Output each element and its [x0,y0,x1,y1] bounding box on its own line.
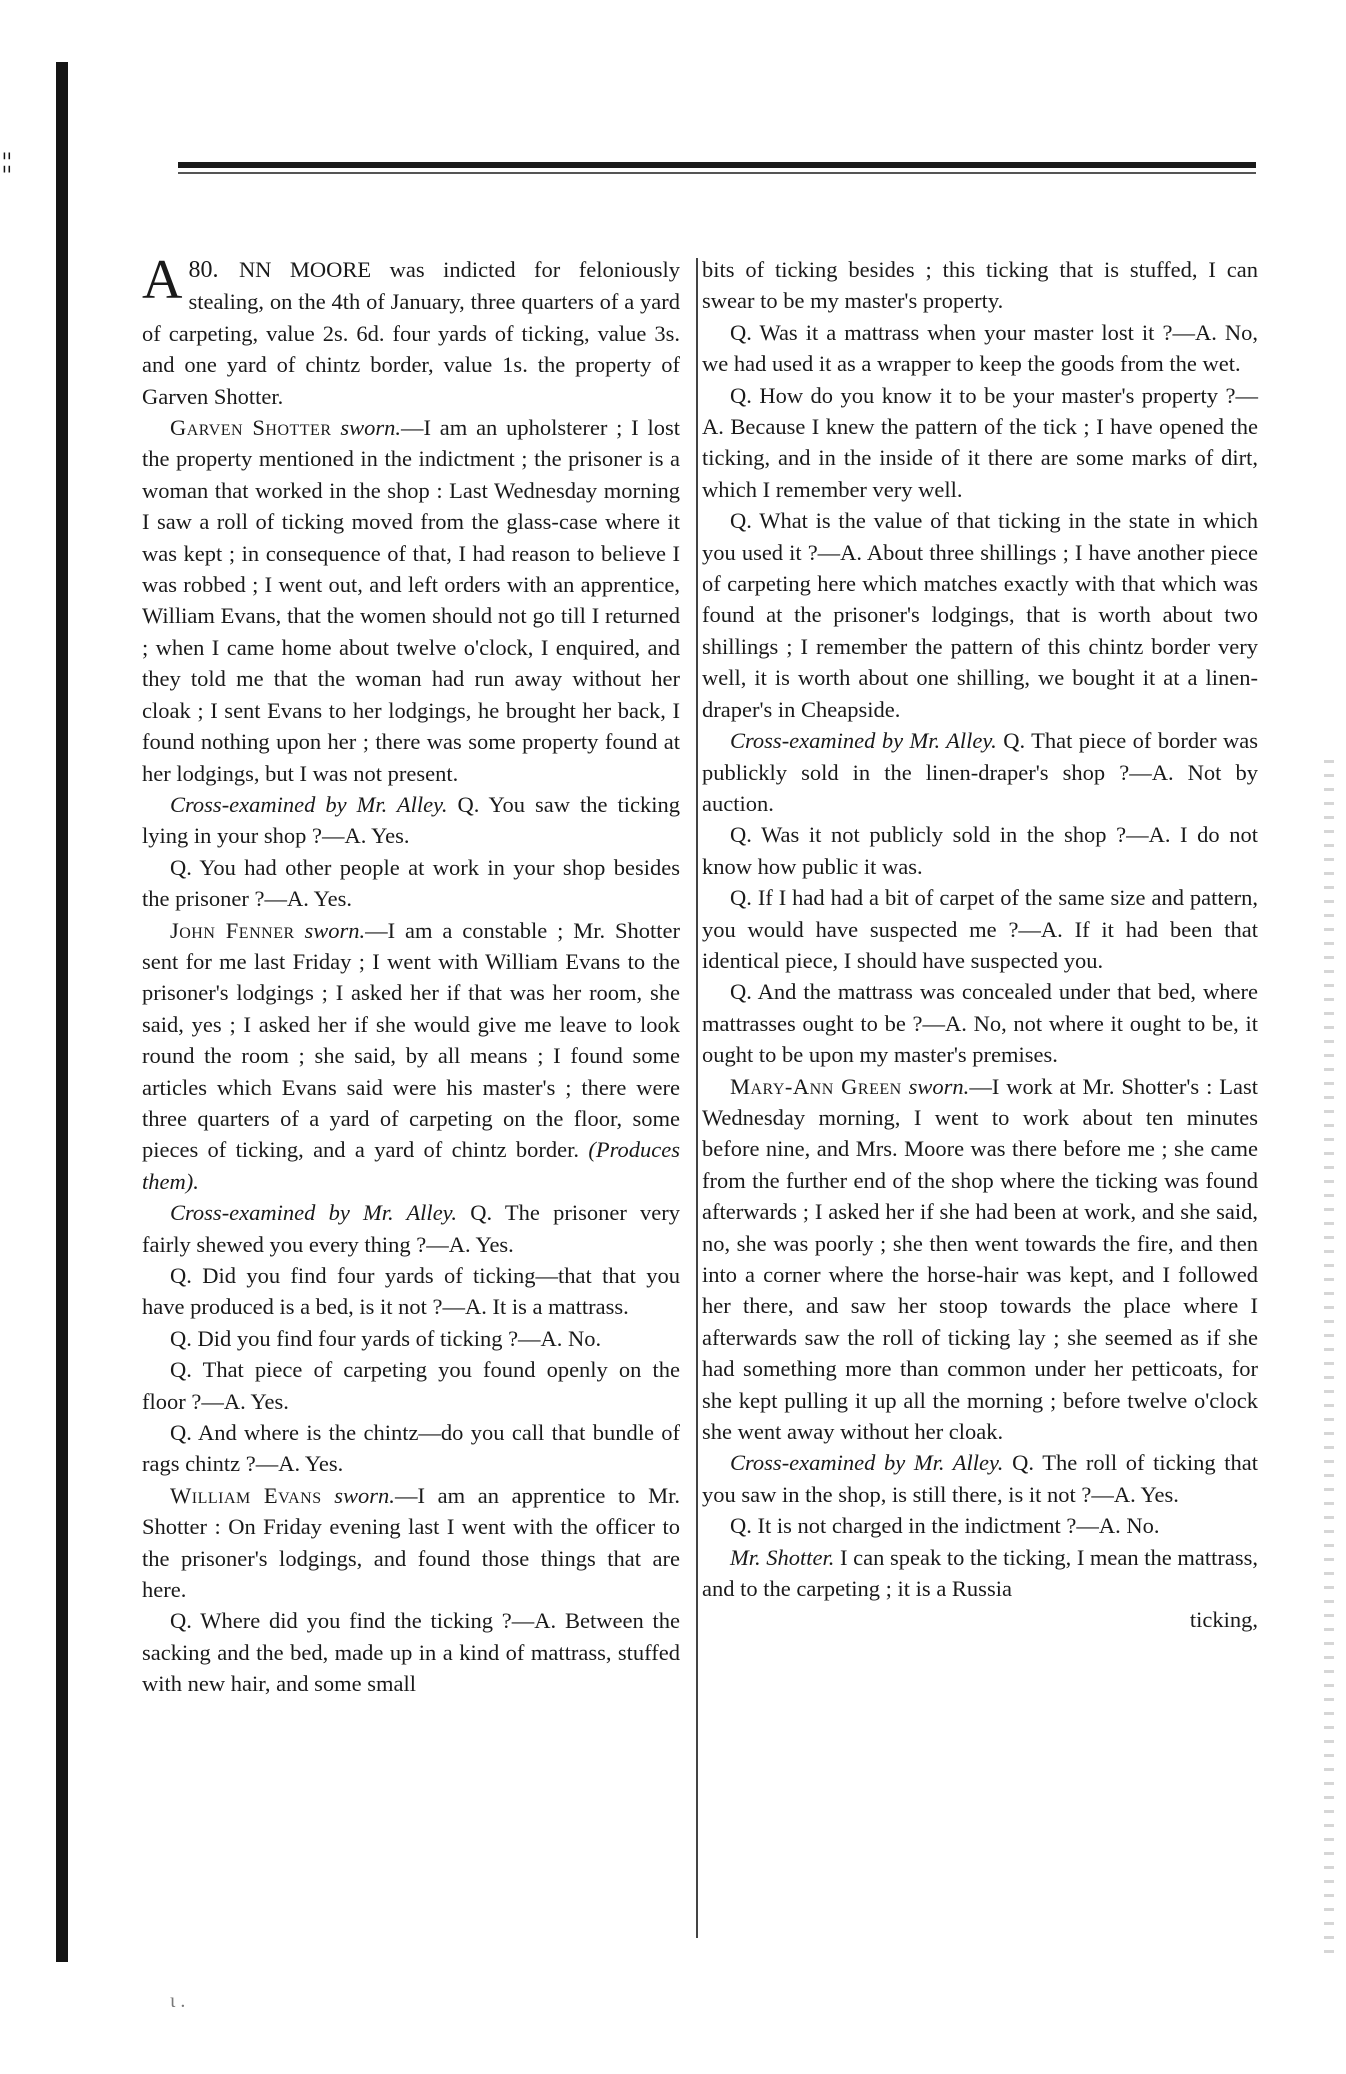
column-divider [696,258,698,1938]
testimony-text: —I am a constable ; Mr. Shotter sent for me last Friday ; I went with William Evans to the prisoner's lodgings ; I asked her if that was her room, she said, yes ; I asked her if she would give me leave to look round the room ; she said, by all means ; I found some articles which Evans said were his master's ; there were three quarters of a yard of carpeting on the floor, some pieces of ticking, and a yard of chintz border. [142,917,680,1163]
cross-examined-label: Cross-examined by Mr. Alley. [170,791,448,817]
drop-cap: A [142,249,183,311]
cross-examination [142,1197,680,1260]
cross-examined-label: Cross-examined by Mr. Alley. [170,1200,458,1226]
qa-paragraph: Q. If I had had a bit of carpet of the same size and pattern, you would have suspected me ?—A. If it had been that identical piece, I should have suspected you. [702,885,1258,973]
sworn-label: sworn. [340,415,401,441]
margin-mark: ¦¦ [2,148,12,173]
qa-paragraph: Q. And the mattrass was concealed under that bed, where mattrasses ought to be ?—A. No, not where it ought to be, it ought to be upon my master's premises. [702,979,1258,1068]
case-opening-text: NN MOORE was indicted for feloniously stealing, on the 4th of January, three quarters of a yard of carpeting, value 2s. 6d. four yards of ticking, value 3s. and one yard of chintz border, value 1s. the property of Garven Shotter. [142,257,681,409]
qa-text: Q. That piece of border was publickly sold in the linen-draper's shop ?—A. Not by auction. [702,728,1258,816]
speaker-label: Mr. Shotter. [730,1544,835,1570]
header-rule [178,162,1256,168]
witness-name: John Fenner [170,917,295,943]
testimony-text: —I am an upholsterer ; I lost the property mentioned in the indictment ; the prisoner is a woman that worked in the shop : Last Wednesday morning I saw a roll of ticking moved from the glass-case where it was kept ; in consequence of that, I had reason to believe I was robbed ; I went out, and left orders with an apprentice, William Evans, that the women should not go till I returned ; when I came home about twelve o'clock, I enquired, and they told me that the woman had run away without her cloak ; I sent Evans to her lodgings, he brought her back, I found nothing upon her ; there was some property found at her lodgings, but I was not present. [142,415,680,786]
qa-paragraph: Q. What is the value of that ticking in the state in which you used it ?—A. About three shillings ; I have another piece of carpeting here which matches exactly with that which was found at the prisoner's lodgings, that is worth about two shillings ; I remember the pattern of this chintz border very well, it is worth about one shilling, we bought it at a linen-draper's in Cheapside. [702,508,1258,722]
qa-paragraph: Q. Did you find four yards of ticking—that that you have produced is a bed, is it not ?—A. It is a mattrass. [142,1263,680,1320]
cross-examined-label: Cross-examined by Mr. Alley. [730,1450,1004,1476]
witness-name: Mary-Ann Green [730,1073,902,1099]
qa-paragraph: Q. How do you know it to be your master's property ?—A. Because I knew the pattern of the tick ; I have opened the ticking, and in the inside of it there are some marks of dirt, which I remember very well. [702,382,1258,502]
case-opening [142,249,681,412]
sworn-label: sworn. [334,1482,395,1508]
qa-paragraph: Q. And where is the chintz—do you call that bundle of rags chintz ?—A. Yes. [142,1420,680,1477]
case-number: 80. [188,257,219,283]
testimony-john-fenner [142,915,680,1198]
witness-name: William Evans [170,1482,322,1508]
sworn-label: sworn. [304,917,366,943]
qa-text: Q. You saw the ticking lying in your shop ?—A. Yes. [142,791,680,849]
qa-paragraph: Q. That piece of carpeting you found openly on the floor ?—A. Yes. [142,1357,680,1414]
cross-examination [702,1447,1258,1510]
produces-note: (Produces them). [142,1137,681,1194]
right-column [702,254,1258,1636]
sworn-label: sworn. [908,1073,970,1099]
cross-examination [702,725,1258,819]
testimony-william-evans [142,1480,680,1606]
page-binding-edge [56,62,68,1962]
qa-paragraph: Q. Was it not publicly sold in the shop ?—A. I do not know how public it was. [702,822,1258,879]
testimony-text: —I work at Mr. Shotter's : Last Wednesday morning, I went to work about ten minutes before nine, and Mrs. Moore was there before me ; she came from the further end of the shop where the ticking was found afterwards ; I asked her if she had been at work, and she said, no, she was poorly ; she then went towards the fire, and then into a corner where the horse-hair was kept, and I followed her there, and saw her stoop towards the place where I afterwards saw the roll of ticking lay ; she seemed as if she had something more than common under her petticoats, for she kept pulling it up all the morning ; before twelve o'clock she went away without her cloak. [702,1073,1259,1445]
qa-paragraph: Q. You had other people at work in your shop besides the prisoner ?—A. Yes. [142,854,680,912]
continued-text: bits of ticking besides ; this ticking that is stuffed, I can swear to be my master's property. [702,257,1258,314]
qa-paragraph: Q. Where did you find the ticking ?—A. Between the sacking and the bed, made up in a kind of mattrass, stuffed with new hair, and some small [142,1608,680,1697]
qa-text: Q. The roll of ticking that you saw in the shop, is still there, is it not ?—A. Yes. [702,1450,1258,1507]
bottom-mark: ι . [170,1990,186,2012]
qa-paragraph: Q. Was it a mattrass when your master lost it ?—A. No, we had used it as a wrapper to keep the goods from the wet. [702,319,1258,377]
header-rule-thin [178,172,1256,174]
testimony-mary-ann-green [702,1071,1258,1448]
testimony-text: —I am an apprentice to Mr. Shotter : On Friday evening last I went with the officer to the prisoner's lodgings, and found those things that are here. [142,1482,680,1603]
scan-edge-noise [1324,760,1334,1960]
testimony-garven-shotter [142,412,680,789]
page-last-word: ticking, [1189,1607,1258,1633]
qa-paragraph: Q. It is not charged in the indictment ?—A. No. [730,1513,1160,1539]
shotter-statement [702,1542,1258,1605]
cross-examination [142,789,680,852]
qa-paragraph: Q. Did you find four yards of ticking ?—A. No. [170,1325,602,1351]
qa-text: Q. The prisoner very fairly shewed you every thing ?—A. Yes. [142,1200,680,1257]
cross-examined-label: Cross-examined by Mr. Alley. [730,728,997,754]
left-column [142,249,681,1700]
witness-name: Garven Shotter [170,415,332,441]
statement-text: I can speak to the ticking, I mean the mattrass, and to the carpeting ; it is a Russia [702,1544,1259,1602]
